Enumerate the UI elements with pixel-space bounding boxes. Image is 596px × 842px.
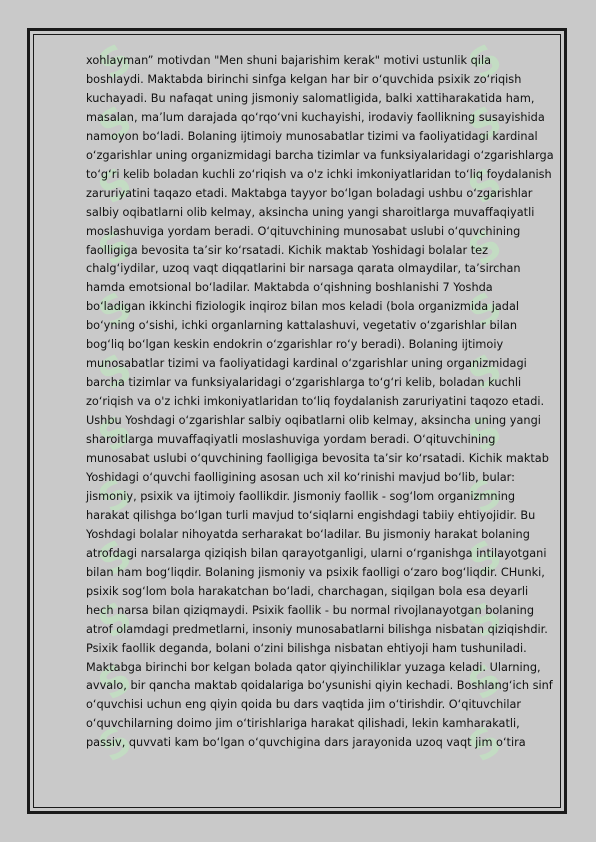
watermark-glyph: S [460, 469, 511, 524]
text-line: xohlayman” motivdan "Men shuni bajarishim kerak" motivi ustunlik qila [86, 54, 491, 67]
text-line: zo‘riqish va o'z ichki imkoniyatlaridan to‘liq foydalanish zaruriyatini taqozo etadi. [86, 395, 545, 409]
watermark-glyph: S [460, 35, 511, 90]
text-line: o‘quvchisi uchun eng qiyin qoida bu dars vaqtida jim o‘tirishdir. O‘qituvchilar [86, 698, 522, 712]
text-line: masalan, ma’lum darajada qo‘rqo‘vni kuchayishi, irodaviy faollikning susayishida [86, 110, 545, 124]
text-line: atrof olamdagi predmetlarni, insoniy munosabatlarni bilishga nisbatan qiziqishdir. [86, 622, 548, 636]
watermark-glyph: S [460, 283, 511, 338]
text-line: Yoshidagi o‘quvchi faolligining asosan uch xil ko‘rinishi mavjud bo‘lib, bular: [86, 470, 515, 484]
watermark-glyph: S [460, 593, 511, 648]
text-line: hech narsa bilan qiziqmaydi. Psixik faollik - bu normal rivojlanayotgan bolaning [86, 603, 534, 617]
watermark-glyph: S [90, 35, 141, 90]
watermark-glyph: S [460, 221, 511, 276]
watermark-glyph: S [460, 655, 511, 710]
watermark-glyph: S [90, 717, 141, 772]
watermark-glyph: S [90, 655, 141, 710]
text-line: Yoshdagi bolalar nihoyatda serharakat bo‘ladilar. Bu jismoniy harakat bolaning [86, 527, 530, 541]
watermark-glyph: S [90, 345, 141, 400]
text-line: hamda emotsional bo‘ladilar. Maktabda o‘qishning boshlanishi 7 Yoshda [86, 281, 493, 295]
watermark-glyph: S [90, 469, 141, 524]
watermark-glyph: S [460, 159, 511, 214]
watermark-glyph: S [460, 531, 511, 586]
document-body [86, 52, 554, 753]
text-line: bo‘ladigan ikkinchi fiziologik inqiroz bilan mos keladi (bola organizmida jadal [86, 300, 520, 314]
text-line: moslashuviga yordam beradi. O‘qituvchining munosabat uslubi o‘quvchining [86, 224, 521, 238]
text-line: avvalo, bir qancha maktab qoidalariga bo‘ysunishi qiyin kechadi. Boshlang‘ich sinf [86, 679, 553, 693]
text-line: jismoniy, psixik va ijtimoiy faollikdir. Jismoniy faollik - sog‘lom organizmning [86, 489, 516, 503]
watermark-glyph: S [460, 345, 511, 400]
watermark-glyph: S [460, 717, 511, 772]
watermark-glyph: S [90, 407, 141, 462]
watermark-glyph: S [90, 283, 141, 338]
text-line: bilan ham bog‘liqdir. Bolaning jismoniy va psixik faolligi o‘zaro bog‘liqdir. CHunki, [86, 565, 545, 579]
text-line: bo‘yning o‘sishi, ichki organlarning kattalashuvi, vegetativ o‘zgarishlar bilan [86, 319, 518, 333]
text-line: chalg‘iydilar, uzoq vaqt diqqatlarini bir narsaga qarata olmaydilar, ta’sirchan [86, 262, 521, 276]
watermark-glyph: S [90, 159, 141, 214]
text-line: o‘zgarishlar uning organizmidagi barcha tizimlar va funksiyalaridagi o‘zgarishlarga [86, 148, 554, 162]
text-line: Ushbu Yoshdagi o‘zgarishlar salbiy oqibatlarni olib kelmay, aksincha uning yangi [86, 414, 541, 428]
text-line: sharoitlarga muvaffaqiyatli moslashuviga yordam beradi. O‘qituvchining [86, 433, 496, 447]
text-line: passiv, quvvati kam bo‘lgan o‘quvchigina dars jarayonida uzoq vaqt jim o‘tira [86, 736, 526, 750]
text-line: bog‘liq bo‘lgan keskin endokrin o‘zgarishlar ro‘y beradi). Bolaning ijtimoiy [86, 338, 504, 352]
text-line: munosabatlar tizimi va faoliyatidagi kardinal o‘zgarishlar uning organizmidagi [86, 357, 527, 371]
text-line: o‘quvchilarning doimo jim o‘tirishlariga harakat qilishadi, lekin kamharakatli, [86, 717, 520, 731]
watermark-glyph: S [90, 531, 141, 586]
text-line: zaruriyatini taqazo etadi. Maktabga tayyor bo‘lgan boladagi ushbu o‘zgarishlar [86, 186, 533, 200]
text-line: kuchayadi. Bu nafaqat uning jismoniy salomatligida, balki xattiharakatida ham, [86, 91, 535, 105]
text-line: Psixik faollik deganda, bolani o‘zini bilishga nisbatan ehtiyoji ham tushuniladi. [86, 641, 527, 655]
text-line: psixik sog‘lom bola harakatchan bo‘ladi, charchagan, siqilgan bola esa deyarli [86, 584, 529, 598]
watermark-glyph: S [90, 593, 141, 648]
text-line: to‘g‘ri kelib boladan kuchli zo‘riqish va o'z ichki imkoniyatlaridan to‘liq foydalanish [86, 167, 552, 181]
text-line: salbiy oqibatlarni olib kelmay, aksincha uning yangi sharoitlarga muvaffaqiyatli [86, 205, 535, 219]
text-line: harakat qilishga bo‘lgan turli mavjud to‘siqlarni engishdagi tabiiy ehtiyojidir. Bu [86, 508, 536, 522]
text-line: boshlaydi. Maktabda birinchi sinfga kelgan har bir o‘quvchida psixik zo‘riqish [86, 72, 522, 86]
watermark-glyph: S [460, 407, 511, 462]
text-line: munosabat uslubi o‘quvchining faolligiga bevosita ta’sir ko‘rsatadi. Kichik maktab [86, 452, 549, 466]
watermark-glyph: S [90, 97, 141, 152]
text-line: Maktabga birinchi bor kelgan bolada qator qiyinchiliklar yuzaga keladi. Ularning, [86, 660, 541, 674]
text-line: namoyon bo‘ladi. Bolaning ijtimoiy munosabatlar tizimi va faoliyatidagi kardinal [86, 129, 538, 143]
watermark-glyph: S [460, 97, 511, 152]
text-line: faolligiga bevosita ta’sir ko‘rsatadi. Kichik maktab Yoshidagi bolalar tez [86, 243, 489, 257]
text-line: atrofdagi narsalarga qiziqish bilan qarayotganligi, ularni o‘rganishga intilayotgani [86, 546, 547, 560]
watermark-glyph: S [90, 221, 141, 276]
text-line: barcha tizimlar va funksiyalaridagi o‘zgarishlarga to‘g‘ri kelib, boladan kuchli [86, 376, 522, 390]
